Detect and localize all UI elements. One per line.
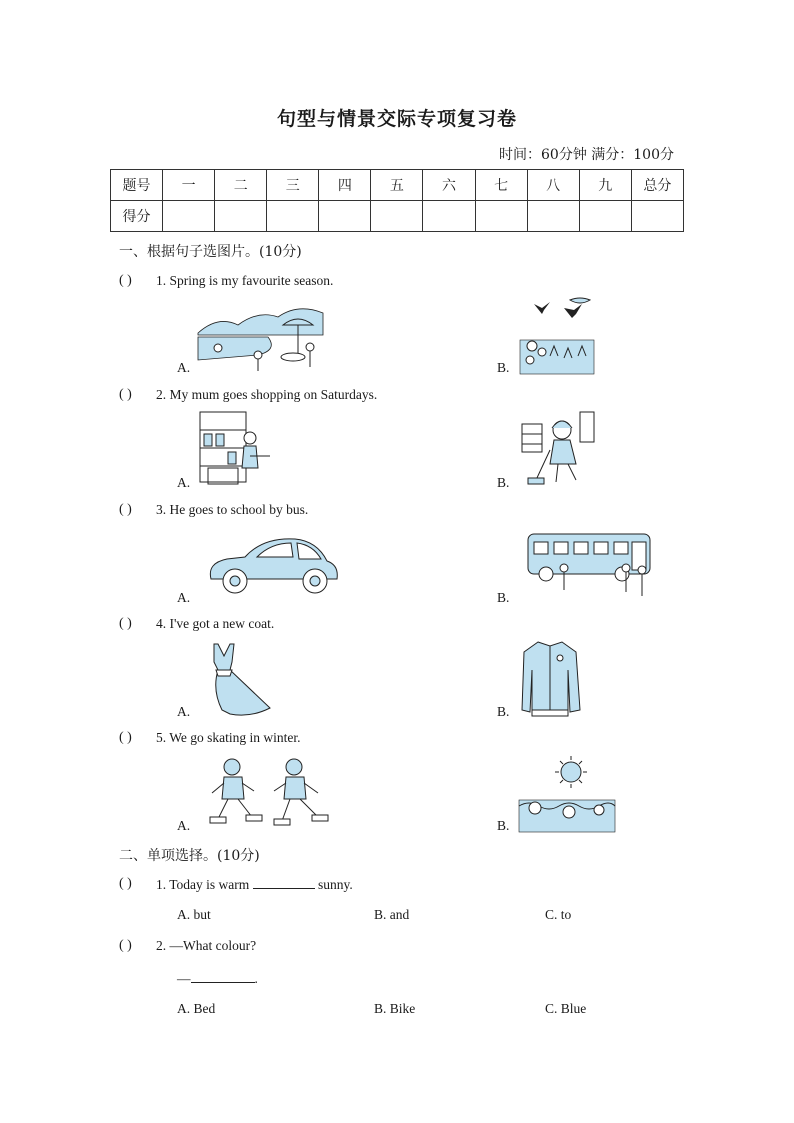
answer-paren[interactable]: ( ): [119, 273, 132, 288]
spring-birds-flowers-image: [520, 296, 594, 374]
score-header-cell: 二: [215, 170, 267, 201]
car-image: [205, 533, 341, 597]
answer-paren[interactable]: ( ): [119, 387, 132, 402]
question-text: 1. Spring is my favourite season.: [156, 273, 334, 288]
score-input-cell[interactable]: [423, 201, 475, 232]
score-table-header-row: [111, 170, 684, 201]
dress-image: [200, 640, 274, 718]
question-suffix: sunny.: [314, 877, 353, 892]
swimming-sun-image: [519, 756, 615, 832]
answer-paren[interactable]: ( ): [119, 938, 132, 953]
score-input-cell[interactable]: [371, 201, 423, 232]
score-header-cell: 五: [371, 170, 423, 201]
score-header-cell: 题号: [111, 170, 163, 201]
girl-cleaning-image: [520, 410, 596, 488]
question-text: 5. We go skating in winter.: [156, 730, 301, 745]
score-header-cell: 四: [319, 170, 371, 201]
question-text: 3. He goes to school by bus.: [156, 502, 309, 517]
coat-image: [520, 640, 582, 718]
score-input-cell[interactable]: [215, 201, 267, 232]
option-a-label: A.: [177, 360, 191, 375]
answer-blank[interactable]: [191, 970, 255, 983]
section1-heading: 一、根据句子选图片。(10分): [119, 244, 302, 260]
option-c: C. to: [545, 907, 572, 922]
score-header-cell: 一: [163, 170, 215, 201]
score-input-cell[interactable]: [267, 201, 319, 232]
option-a-label: A.: [177, 475, 191, 490]
score-input-cell[interactable]: [163, 201, 215, 232]
bus-image: [526, 530, 652, 602]
score-input-cell[interactable]: [319, 201, 371, 232]
score-header-cell: 六: [423, 170, 475, 201]
score-input-cell[interactable]: [579, 201, 631, 232]
question-text: [156, 876, 353, 893]
dash: —: [177, 971, 191, 986]
question-text: 2. —What colour?: [156, 938, 257, 953]
option-b: B. and: [374, 907, 410, 922]
dialogue-answer-line: [177, 970, 258, 987]
score-input-cell[interactable]: [631, 201, 683, 232]
option-c: C. Blue: [545, 1001, 587, 1016]
question-text: 4. I've got a new coat.: [156, 616, 275, 631]
question-text: 2. My mum goes shopping on Saturdays.: [156, 387, 378, 402]
option-a: A. Bed: [177, 1001, 216, 1016]
skating-children-image: [208, 755, 334, 831]
section2-heading: 二、单项选择。(10分): [119, 848, 260, 864]
beach-scene-image: [198, 295, 323, 373]
period: .: [254, 971, 258, 986]
score-header-cell: 总分: [631, 170, 683, 201]
score-header-cell: 九: [579, 170, 631, 201]
exam-meta: 时间：60分钟 满分：100分: [499, 147, 674, 163]
option-a-label: A.: [177, 590, 191, 605]
score-row-label: 得分: [111, 201, 163, 232]
option-a-label: A.: [177, 704, 191, 719]
answer-paren[interactable]: ( ): [119, 616, 132, 631]
option-b-label: B.: [497, 475, 510, 490]
question-prefix: 1. Today is warm: [156, 877, 253, 892]
score-header-cell: 八: [527, 170, 579, 201]
supermarket-shopping-image: [198, 410, 270, 488]
score-input-cell[interactable]: [527, 201, 579, 232]
page-title: 句型与情景交际专项复习卷: [276, 108, 517, 130]
score-header-cell: 三: [267, 170, 319, 201]
option-b: B. Bike: [374, 1001, 416, 1016]
score-table: [110, 169, 684, 232]
option-a-label: A.: [177, 818, 191, 833]
answer-paren[interactable]: ( ): [119, 730, 132, 745]
answer-paren[interactable]: ( ): [119, 876, 132, 891]
option-b-label: B.: [497, 818, 510, 833]
option-b-label: B.: [497, 360, 510, 375]
score-table-score-row: [111, 201, 684, 232]
option-b-label: B.: [497, 704, 510, 719]
answer-paren[interactable]: ( ): [119, 502, 132, 517]
score-input-cell[interactable]: [475, 201, 527, 232]
score-header-cell: 七: [475, 170, 527, 201]
option-a: A. but: [177, 907, 211, 922]
answer-blank[interactable]: [253, 876, 315, 889]
option-b-label: B.: [497, 590, 510, 605]
